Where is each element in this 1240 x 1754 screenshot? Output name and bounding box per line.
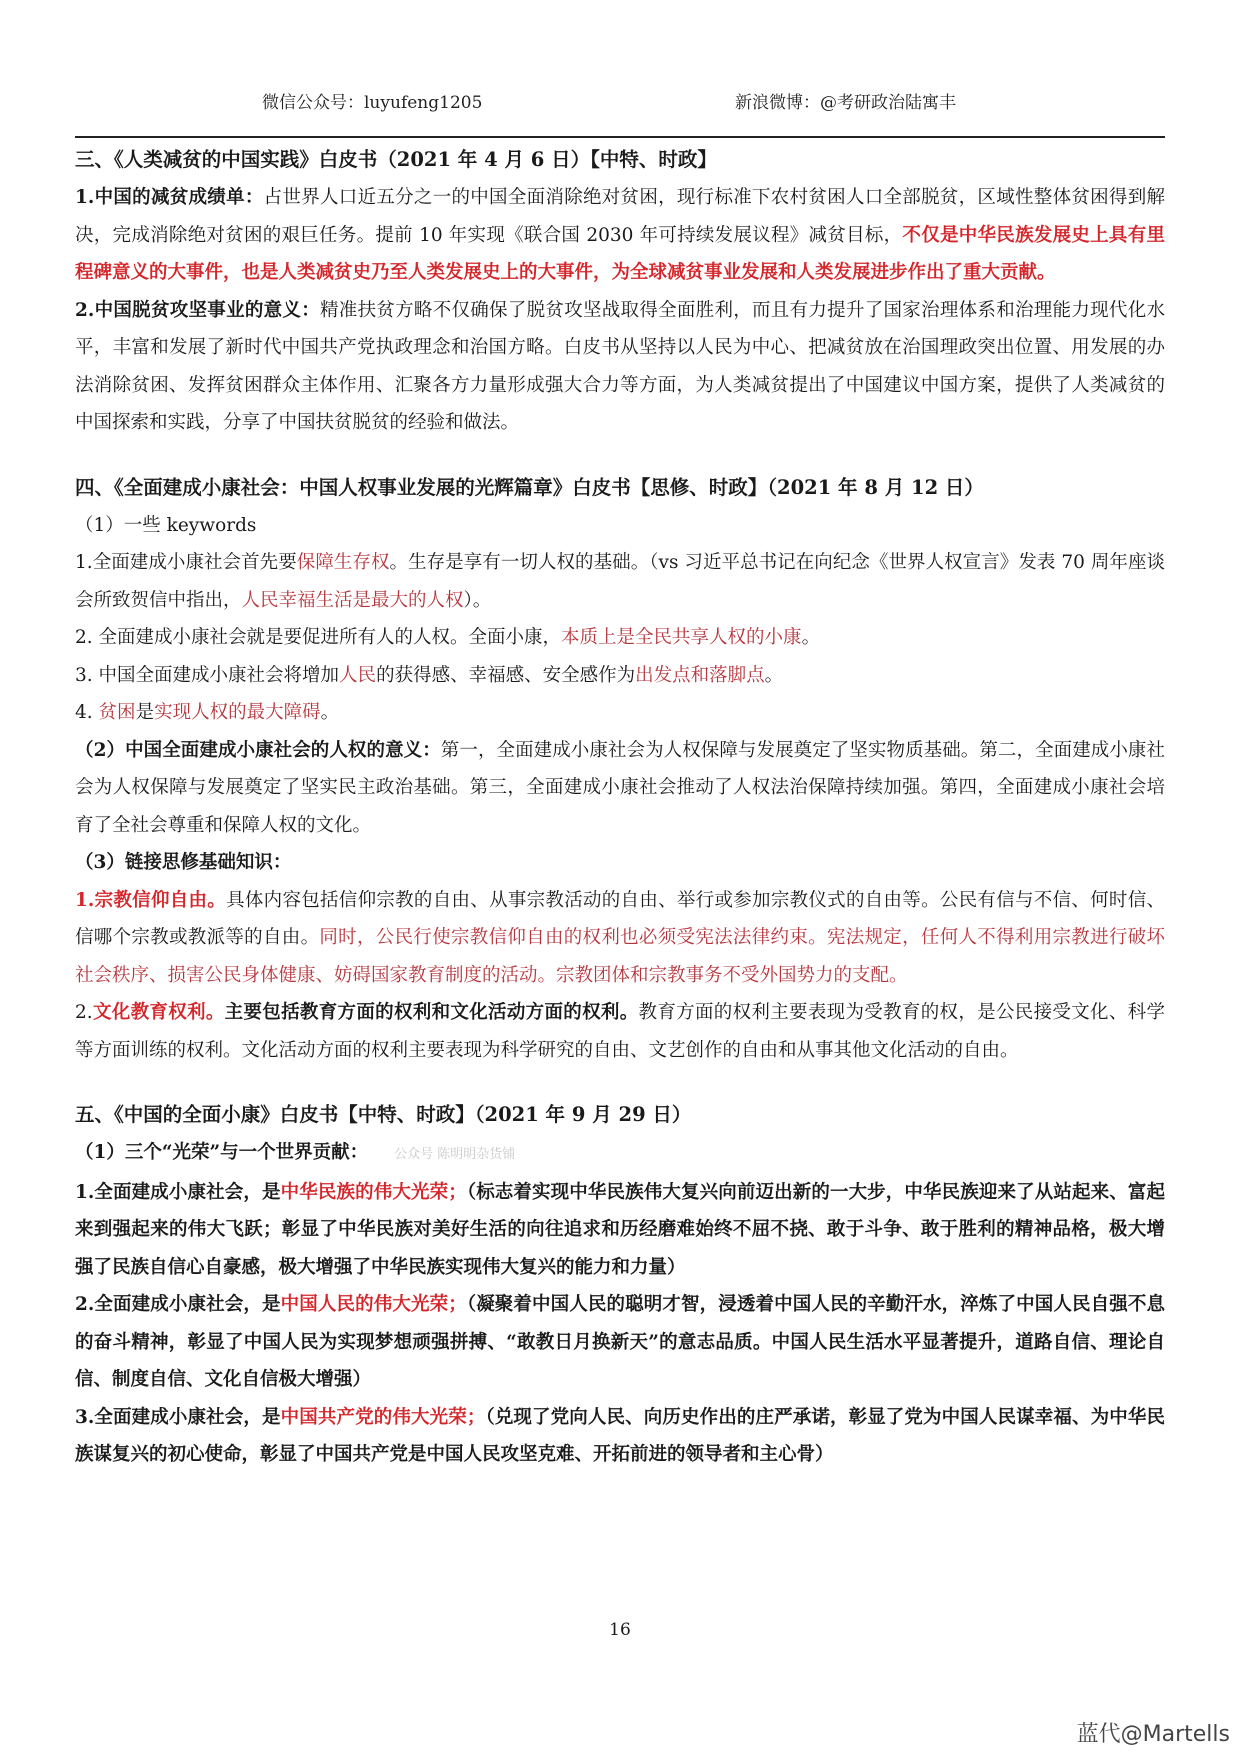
text: （凝聚着中国人民的聪明才智，浸透着中国人民的辛勤汗水，淬炼了中国人民自强不息的奋斗精神，彰显了中国人民为实现梦想顽强拼搏、“敢教日月换新天”的意志品质。中国人民生活水平显著提升，道路自信、理论自信、制度自信、文化自信极大增强） xyxy=(75,1294,1165,1390)
para-bold: 主要包括教育方面的权利和文化活动方面的权利。 xyxy=(224,1002,639,1023)
highlight: 本质上是全民共享人权的小康 xyxy=(561,627,802,648)
para-text: 精准扶贫方略不仅确保了脱贫攻坚战取得全面胜利，而且有力提升了国家治理体系和治理能力现代化水平，丰富和发展了新时代中国共产党执政理念和治国方略。白皮书从坚持以人民为中心、把减贫放在治国理政突出位置、用发展的办法消除贫困、发挥贫困群众主体作用、汇聚各方力量形成强大合力等方面，为人类减贫提出了中国建议中国方案，提供了人类减贫的中国探索和实践，分享了中国扶贫脱贫的经验和做法。 xyxy=(75,299,1165,433)
text: 3.全面建成小康社会，是 xyxy=(75,1406,281,1428)
section-4-sub-2 xyxy=(75,732,1165,845)
text: 是 xyxy=(135,702,155,723)
highlight: 实现人权的最大障碍 xyxy=(154,702,321,723)
text: 4. xyxy=(75,702,99,723)
keyword-item-4 xyxy=(75,694,1165,732)
section-4-sub-3: （3）链接思修基础知识： xyxy=(75,852,292,873)
keyword-item-1 xyxy=(75,544,1165,619)
text: （标志着实现中华民族伟大复兴向前迈出新的一大步，中华民族迎来了从站起来、富起来到强起来的伟大飞跃；彰显了中华民族对美好生活的向往追求和历经磨难始终不屈不挠、敢于斗争、敢于胜利的精神品格，极大增强了民族自信心自豪感，极大增强了中华民族实现伟大复兴的能力和力量） xyxy=(75,1181,1165,1278)
keyword-item-3 xyxy=(75,657,1165,695)
para-text: 具体内容包括信仰宗教的自由、从事宗教活动的自由、举行或参加宗教仪式的自由等。公民有信与不信、何时信、信哪个宗教或教派等的自由。 xyxy=(75,889,1165,948)
highlight: 人民幸福生活是最大的人权 xyxy=(241,589,464,611)
highlight: 贫困 xyxy=(98,702,136,723)
highlight: 保障生存权 xyxy=(296,552,390,573)
para-text: 占世界人口近五分之一的中国全面消除绝对贫困，现行标准下农村贫困人口全部脱贫，区域性整体贫困得到解决，完成消除绝对贫困的艰巨任务。提前 10 年实现《联合国 2030 年可持续发展议程》减贫目标， xyxy=(75,187,1165,246)
para-label: 2.中国脱贫攻坚事业的意义： xyxy=(75,299,320,321)
text: 。 xyxy=(320,702,340,723)
highlight: 出发点和落脚点 xyxy=(635,664,765,686)
religion-freedom-para xyxy=(75,882,1165,995)
page-body xyxy=(75,141,1165,1474)
sub-title: （1）三个“光荣”与一个世界贡献： xyxy=(75,1142,369,1163)
highlight: 人民 xyxy=(339,664,377,686)
highlight: 中国人民的伟大光荣； xyxy=(280,1294,467,1315)
text: 的获得感、幸福感、安全感作为 xyxy=(376,664,636,686)
text: ）。 xyxy=(463,589,492,611)
text: 1.全面建成小康社会首先要 xyxy=(75,552,297,573)
para-text: 教育方面的权利主要表现为受教育的权，是公民接受文化、科学等方面训练的权利。文化活动方面的权利主要表现为科学研究的自由、文艺创作的自由和从事其他文化活动的自由。 xyxy=(75,1002,1165,1061)
text: （兑现了党向人民、向历史作出的庄严承诺，彰显了党为中国人民谋幸福、为中华民族谋复兴的初心使命，彰显了中国共产党是中国人民攻坚克难、开拓前进的领导者和主心骨） xyxy=(75,1406,1165,1465)
section-3-title: 三、《人类减贫的中国实践》白皮书（2021 年 4 月 6 日）【中特、时政】 xyxy=(75,148,717,171)
text: 。 xyxy=(801,627,821,648)
section-3-para-2 xyxy=(75,292,1165,442)
para-label: 1.中国的减贫成绩单： xyxy=(75,187,264,208)
header-divider xyxy=(75,136,1165,138)
glory-item-3 xyxy=(75,1399,1165,1474)
text: 1.全面建成小康社会，是 xyxy=(75,1181,281,1203)
para-highlight: 同时，公民行使宗教信仰自由的权利也必须受宪法法律约束。宪法规定，任何人不得利用宗教进行破坏社会秩序、损害公民身体健康、妨碍国家教育制度的活动。宗教团体和宗教事务不受外国势力的支配。 xyxy=(75,927,1165,986)
culture-education-para xyxy=(75,994,1165,1069)
section-5-sub-1 xyxy=(75,1134,1165,1174)
text: 。 xyxy=(764,664,784,686)
para-label: 1.宗教信仰自由。 xyxy=(75,889,227,911)
watermark: 公众号 陈明明杂货铺 xyxy=(394,1147,516,1162)
para-number: 2. xyxy=(75,1002,93,1023)
corner-watermark: 蓝代@Martells xyxy=(1076,1722,1230,1747)
para-text: 第一，全面建成小康社会为人权保障与发展奠定了坚实物质基础。第二，全面建成小康社会为人权保障与发展奠定了坚实民主政治基础。第三，全面建成小康社会推动了人权法治保障持续加强。第四，全面建成小康社会培育了全社会尊重和保障人权的文化。 xyxy=(75,739,1165,836)
spacer xyxy=(75,1069,1165,1096)
keyword-item-2 xyxy=(75,619,1165,657)
header-weibo: 新浪微博：@考研政治陆寓丰 xyxy=(735,93,956,113)
highlight: 中华民族的伟大光荣； xyxy=(280,1181,467,1203)
spacer xyxy=(75,442,1165,469)
para-highlight: 不仅是中华民族发展史上具有里程碑意义的大事件，也是人类减贫史乃至人类发展史上的大事件，为全球减贫事业发展和人类发展进步作出了重大贡献。 xyxy=(75,224,1165,283)
page-number: 16 xyxy=(609,1620,631,1640)
glory-item-2 xyxy=(75,1286,1165,1399)
text: 3. 中国全面建成小康社会将增加 xyxy=(75,664,340,686)
text: 2. 全面建成小康社会就是要促进所有人的人权。全面小康， xyxy=(75,627,562,648)
section-4-title: 四、《全面建成小康社会：中国人权事业发展的光辉篇章》白皮书【思修、时政】（2021 年 8 月 12 日） xyxy=(75,475,984,499)
text: 2.全面建成小康社会，是 xyxy=(75,1294,281,1315)
para-label: （2）中国全面建成小康社会的人权的意义： xyxy=(75,739,441,761)
section-5-title: 五、《中国的全面小康》白皮书【中特、时政】（2021 年 9 月 29 日） xyxy=(75,1103,692,1126)
para-label: 文化教育权利。 xyxy=(92,1002,225,1023)
section-3-para-1 xyxy=(75,179,1165,292)
highlight: 中国共产党的伟大光荣； xyxy=(280,1406,486,1428)
text: 。生存是享有一切人权的基础。（vs 习近平总书记在向纪念《世界人权宣言》发表 70 周年座谈会所致贺信中指出， xyxy=(75,552,1165,611)
header-wechat: 微信公众号：luyufeng1205 xyxy=(262,93,483,113)
glory-item-1 xyxy=(75,1174,1165,1287)
section-4-sub-1: （1）一些 keywords xyxy=(75,514,257,536)
